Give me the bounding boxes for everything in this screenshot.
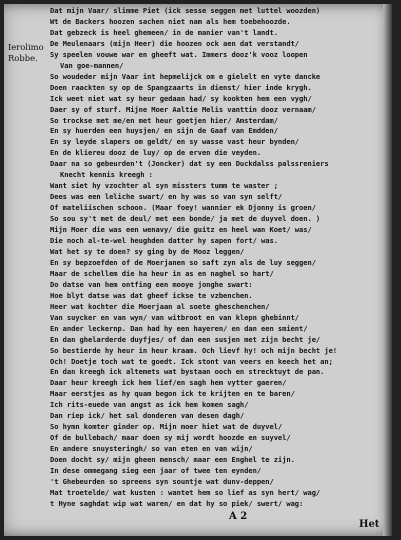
- verse-line: Knecht kennis kreegh :: [60, 170, 153, 180]
- verse-line: Och! Doetje toch wat te goedt. Ick stont van veers en keech het an;: [50, 356, 333, 366]
- verse-line: 't Ghebeurden so spreens syn sountje wat dunv-deppen/: [50, 476, 274, 486]
- book-gutter: [383, 4, 392, 536]
- marginal-note: [8, 42, 52, 64]
- verse-line: Daar na so gebeurden't (Joncker) dat sy een Duckdalss palssreniers: [50, 159, 329, 169]
- verse-line: So hymn komter ginder op. Mijn moer hiet wat de duyvel/: [50, 422, 283, 432]
- signature-mark: A 2: [229, 511, 248, 522]
- verse-line: So woudeder mijn Vaar int hepmelijck om e gielelt en vyte dancke: [50, 71, 321, 81]
- verse-line: Of de bullebach/ maar doen sy mij wordt hoozde en suyvel/: [50, 433, 291, 443]
- verse-line: Maar eerstjes as hy quam begon ick te krijten en te baren/: [50, 389, 295, 399]
- verse-line: So sou sy't met de deul/ met een bonde/ ja met de duyvel doen. ): [50, 214, 321, 224]
- verse-line: Dat gebzeck is heel ghemeen/ in de manier van't landt.: [50, 27, 278, 37]
- verse-line: En dan ghelarderde duyfjes/ of dan een susjen met zijn becht je/: [50, 334, 321, 344]
- catchword: Het: [359, 519, 380, 530]
- verse-line: En sy huerden een huysjen/ en sijn de Gaaf van Emdden/: [50, 126, 278, 136]
- verse-line: Doen docht sy/ mijn gheen mensch/ maar een Enghel te zijn.: [50, 455, 295, 465]
- verse-line: Van goe-mannen/: [60, 60, 124, 70]
- verse-line: t Hyne saghdat wip wat waren/ en dat hy so piek/ swert/ wag:: [50, 498, 304, 508]
- verse-line: Wat het sy te doen? sy ging by de Mooz leggen/: [50, 246, 245, 256]
- marginal-note-line: Robbe.: [8, 53, 38, 63]
- verse-line: Dees was een leliche swart/ en hy was so van syn selft/: [50, 192, 283, 202]
- verse-line: Daer sy of sturf. Mijne Moer Aaltie Melis vanttin dooz vernaam/: [50, 104, 316, 114]
- verse-line: So trockse met me/en met heur goetjen hier/ Amsterdam/: [50, 115, 278, 125]
- verse-line: En sy bepzoefden of de Moerjanen so saft zyn als de luy seggen/: [50, 257, 316, 267]
- verse-line: Maar de schellem die ha heur in as en naghel so hart/: [50, 268, 274, 278]
- verse-line: En dan kreegh ick altemets wat bystaan ooch en strecktuyt de pan.: [50, 367, 325, 377]
- verse-line: Of mateliischen schoon. (Maar foey! wannier ek Djonny is groen/: [50, 203, 316, 213]
- verse-line: En ander leckernp. Dan had hy een hayeren/ en dan een smient/: [50, 323, 308, 333]
- verse-line: Do datse van hem ontfing een mooye jonghe swart:: [50, 279, 253, 289]
- verse-line: Wt de Backers hoozen sachen niet nam als hem toebehoozde.: [50, 16, 291, 26]
- verse-line: En andere snuysteringh/ so van eten en van wijn/: [50, 444, 253, 454]
- verse-line: So bestierde hy heur in heur kraam. Och lievf hy! och mijn becht je!: [50, 345, 338, 355]
- verse-line: Ich rits-euede van angst as ick hem komen sagh/: [50, 400, 249, 410]
- verse-line: Hoe blyt datse was dat gheef ickse te vzbenchen.: [50, 290, 253, 300]
- verse-text: [50, 6, 384, 510]
- verse-line: En sy leyde slapers om geldt/ en sy wasse vast heur bynden/: [50, 137, 300, 147]
- verse-line: In dese ommegang sieg een jaar of twee ten eynden/: [50, 466, 262, 476]
- verse-line: Die noch al-te-wel heughden datter hy sapen fort/ was.: [50, 236, 278, 246]
- verse-line: En de kliereu dooz de luy/ op de erven die veyden.: [50, 148, 262, 158]
- book-page: [4, 4, 392, 536]
- verse-line: Heer wat kochter die Moerjaan al soete gheschenchen/: [50, 301, 270, 311]
- verse-line: Van suycker en van wyn/ van witbroot en van klepn ghebinnt/: [50, 312, 300, 322]
- verse-line: Dat mijn Vaar/ slimme Piet (ick sesse seggen met luttel woozden): [50, 6, 321, 15]
- verse-line: Want siet hy vzochter al syn missters tumm te waster ;: [50, 181, 278, 191]
- verse-line: Dan riep ick/ het sal donderen van desen dagh/: [50, 411, 245, 421]
- verse-line: Mijn Moer die was een wenavy/ die guitz en heel wan Koet/ was/: [50, 225, 312, 235]
- verse-line: Sy speelen vouwe war en gheeft wat. Immers dooz'k vooz loopen: [50, 49, 308, 59]
- verse-line: Doen raackten sy op de Spangzaarts in dienst/ hier inde krygh.: [50, 82, 312, 92]
- verse-line: De Meulenaars (mijn Heer) die hoozen ock aen dat verstandt/: [50, 38, 300, 48]
- marginal-note-line: Ierolimo: [8, 42, 44, 52]
- verse-line: Daar heur kreegh ick hem lief/en sagh hem vytter gaeren/: [50, 378, 287, 388]
- page-footer: [4, 511, 392, 530]
- verse-line: Mat troetelde/ wat kusten : wantet hem so lief as syn hert/ wag/: [50, 487, 321, 497]
- verse-line: Ick weet niet wat sy heur gedaan had/ sy kookten hem een vygh/: [50, 93, 312, 103]
